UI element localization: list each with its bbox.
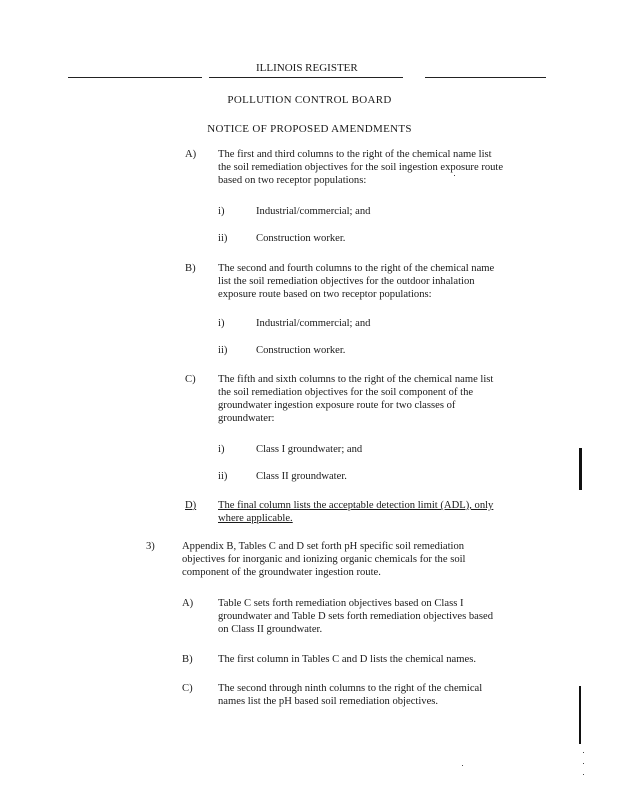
scan-speck [462, 765, 463, 766]
section-c-label: C) [185, 374, 196, 385]
section-d-line-1: The final column lists the acceptable detection limit (ADL), only [218, 500, 494, 511]
section-d-label: D) [185, 500, 197, 511]
section-c-item-2-label: ii) [218, 471, 228, 482]
item-3-a-line-3: on Class II groundwater. [218, 624, 323, 635]
section-b-item-2-text: Construction worker. [256, 345, 346, 356]
item-3-line-2: objectives for inorganic and ionizing organic chemicals for the soil [182, 554, 466, 565]
scan-speck [583, 752, 584, 753]
header-rule-center [209, 77, 403, 78]
section-c-item-1-text: Class I groundwater; and [256, 444, 363, 455]
scan-speck [454, 175, 455, 176]
item-3-b-label: B) [182, 654, 193, 665]
item-3-a-line-1: Table C sets forth remediation objectives based on Class I [218, 598, 464, 609]
header-rule-left [68, 77, 202, 78]
section-c-item-1-label: i) [218, 444, 225, 455]
section-b-line-3: exposure route based on two receptor populations: [218, 289, 432, 300]
section-a-item-2-text: Construction worker. [256, 233, 346, 244]
section-b-item-1-text: Industrial/commercial; and [256, 318, 371, 329]
section-c-line-4: groundwater: [218, 413, 275, 424]
register-title: ILLINOIS REGISTER [256, 62, 358, 74]
section-a-label: A) [185, 149, 197, 160]
scan-speck [583, 774, 584, 775]
item-3-a-label: A) [182, 598, 194, 609]
section-a-line-1: The first and third columns to the right of the chemical name list [218, 149, 492, 160]
section-c-line-2: the soil remediation objectives for the soil component of the [218, 387, 474, 398]
section-a-item-2-label: ii) [218, 233, 228, 244]
board-title: POLLUTION CONTROL BOARD [227, 94, 392, 106]
item-3-b-line-1: The first column in Tables C and D lists the chemical names. [218, 654, 476, 665]
scan-speck [583, 763, 584, 764]
section-a-line-3: based on two receptor populations: [218, 175, 367, 186]
section-c-line-1: The fifth and sixth columns to the right of the chemical name list [218, 374, 494, 385]
notice-title: NOTICE OF PROPOSED AMENDMENTS [207, 123, 412, 135]
item-3-c-line-2: names list the pH based soil remediation objectives. [218, 696, 439, 707]
header-rule-right [425, 77, 546, 78]
section-c-line-3: groundwater ingestion exposure route for two classes of [218, 400, 456, 411]
section-a-item-1-text: Industrial/commercial; and [256, 206, 371, 217]
section-b-item-2-label: ii) [218, 345, 228, 356]
section-a-line-2: the soil remediation objectives for the soil ingestion exposure route [218, 162, 504, 173]
item-3-c-label: C) [182, 683, 193, 694]
change-bar [579, 448, 582, 490]
section-d-line-2: where applicable. [218, 513, 293, 524]
margin-scan-mark [579, 686, 581, 744]
item-3-c-line-1: The second through ninth columns to the right of the chemical [218, 683, 483, 694]
item-3-line-1: Appendix B, Tables C and D set forth pH specific soil remediation [182, 541, 465, 552]
section-b-item-1-label: i) [218, 318, 225, 329]
item-3-a-line-2: groundwater and Table D sets forth remediation objectives based [218, 611, 494, 622]
section-b-label: B) [185, 263, 196, 274]
section-c-item-2-text: Class II groundwater. [256, 471, 347, 482]
section-a-item-1-label: i) [218, 206, 225, 217]
section-b-line-2: list the soil remediation objectives for the outdoor inhalation [218, 276, 475, 287]
item-3-label: 3) [146, 541, 155, 552]
item-3-line-3: component of the groundwater ingestion route. [182, 567, 381, 578]
section-b-line-1: The second and fourth columns to the right of the chemical name [218, 263, 495, 274]
